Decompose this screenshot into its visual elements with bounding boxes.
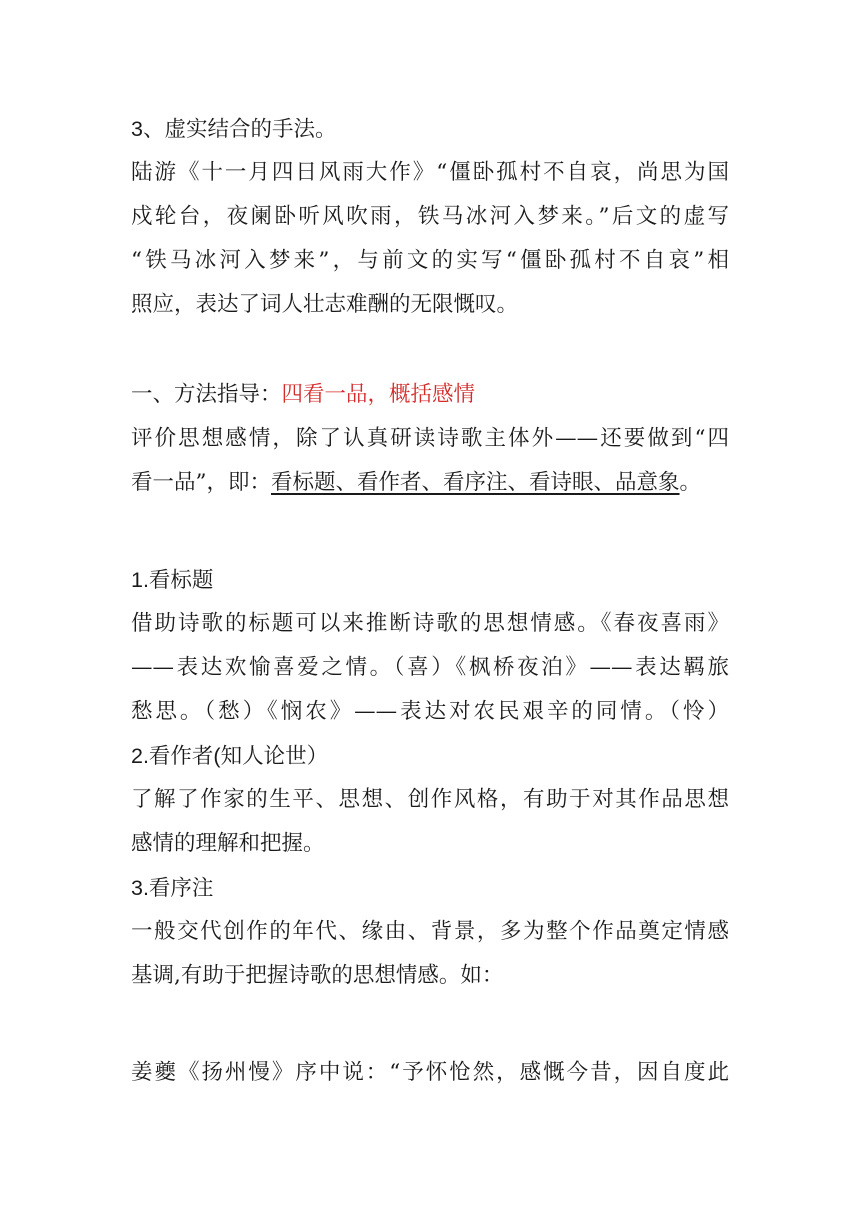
paragraph-line: 了解了作家的生平、思想、创作风格，有助于对其作品思想 (131, 787, 729, 812)
method-steps-underlined: 看标题、看作者、看序注、看诗眼、品意象 (271, 470, 680, 495)
paragraph-line: “铁马冰河入梦来”，与前文的实写“僵卧孤村不自哀”相 (131, 248, 729, 273)
paragraph-line: 借助诗歌的标题可以来推断诗歌的思想情感。《春夜喜雨》 (131, 611, 729, 636)
paragraph-line: 陆游《十一月四日风雨大作》“僵卧孤村不自哀，尚思为国 (131, 160, 729, 185)
section3-title: 3、虚实结合的手法。 (131, 117, 337, 141)
method-heading-prefix: 一、方法指导： (131, 382, 282, 407)
item3-title: 3.看序注 (131, 876, 214, 900)
paragraph-line: 评价思想感情，除了认真研读诗歌主体外——还要做到“四 (131, 426, 729, 451)
paragraph-line: 姜夔《扬州慢》序中说：“予怀怆然，感慨今昔，因自度此 (131, 1060, 729, 1085)
paragraph-line: 愁思。（愁）《悯农》——表达对农民艰辛的同情。（怜） (131, 699, 729, 724)
paragraph-line: ——表达欢愉喜爱之情。（喜）《枫桥夜泊》——表达羁旅 (131, 655, 729, 680)
paragraph-line: 基调,有助于把握诗歌的思想情感。如： (131, 963, 504, 988)
item1-title: 1.看标题 (131, 568, 214, 592)
paragraph-line: 照应，表达了词人壮志难酬的无限慨叹。 (131, 292, 519, 317)
paragraph-line: 戍轮台，夜阑卧听风吹雨，铁马冰河入梦来。”后文的虚写 (131, 204, 729, 229)
method-line2 (131, 468, 701, 498)
paragraph-line: 一般交代创作的年代、缘由、背景，多为整个作品奠定情感 (131, 919, 729, 944)
method-heading (131, 380, 475, 410)
method-line2-prefix: 看一品”，即： (131, 470, 271, 495)
paragraph-line: 感情的理解和把握。 (131, 831, 325, 856)
method-line2-suffix: 。 (679, 470, 702, 495)
item2-title: 2.看作者(知人论世） (131, 744, 329, 768)
method-heading-highlight: 四看一品，概括感情 (281, 382, 476, 407)
